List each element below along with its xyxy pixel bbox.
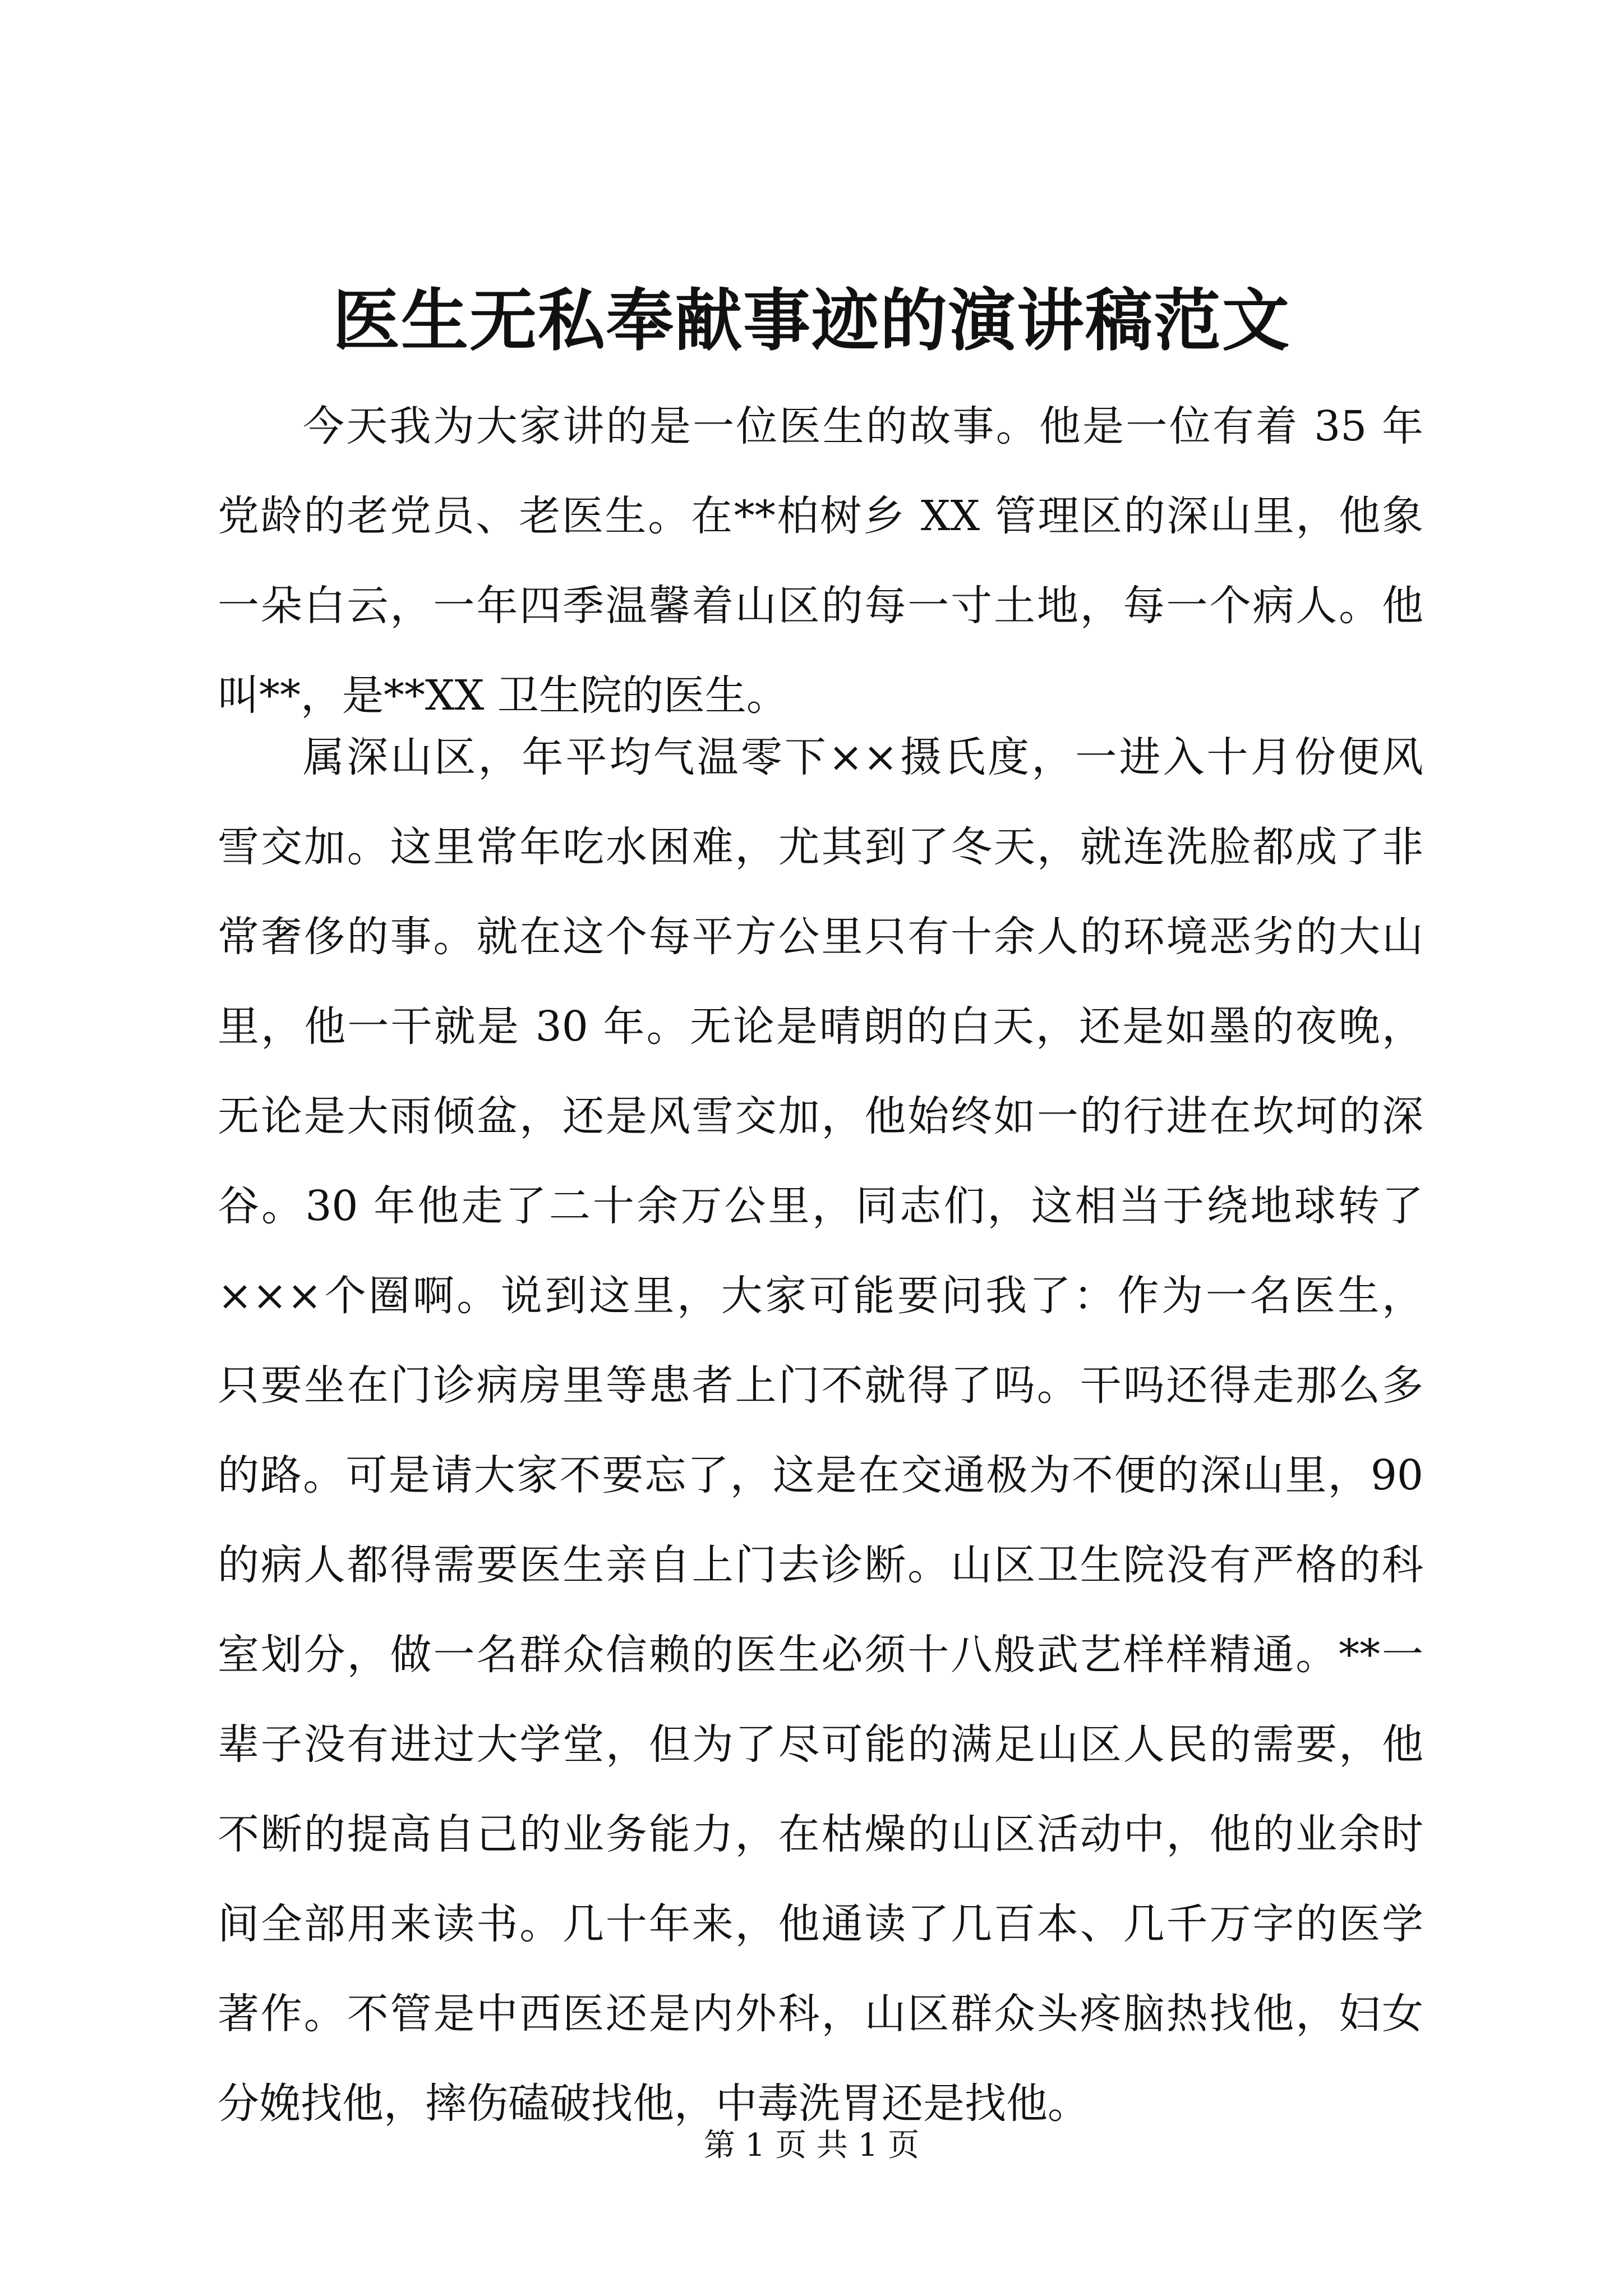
- paragraph-line: 的路。可是请大家不要忘了，这是在交通极为不便的深山里，90: [218, 1451, 1423, 1499]
- paragraph-line: 著作。不管是中西医还是内外科，山区群众头疼脑热找他，妇女: [218, 1990, 1423, 2038]
- paragraph-line: 一朵白云，一年四季温馨着山区的每一寸土地，每一个病人。他: [218, 582, 1423, 630]
- paragraph-line: 常奢侈的事。就在这个每平方公里只有十余人的环境恶劣的大山: [218, 913, 1423, 961]
- paragraph-line: 雪交加。这里常年吃水困难，尤其到了冬天，就连洗脸都成了非: [218, 823, 1423, 871]
- paragraph-line: 辈子没有进过大学堂，但为了尽可能的满足山区人民的需要，他: [218, 1720, 1423, 1769]
- paragraph-line: 党龄的老党员、老医生。在**柏树乡 XX 管理区的深山里，他象: [218, 492, 1423, 540]
- paragraph-line: 只要坐在门诊病房里等患者上门不就得了吗。干吗还得走那么多: [218, 1361, 1423, 1410]
- paragraph-line: 间全部用来读书。几十年来，他通读了几百本、几千万字的医学: [218, 1900, 1423, 1948]
- paragraph-line: 谷。30 年他走了二十余万公里，同志们，这相当于绕地球转了: [218, 1182, 1423, 1230]
- paragraph-line: 无论是大雨倾盆，还是风雪交加，他始终如一的行进在坎坷的深: [218, 1092, 1423, 1140]
- paragraph-line: 里，他一干就是 30 年。无论是晴朗的白天，还是如墨的夜晚，: [218, 1002, 1423, 1051]
- page-title: 医生无私奉献事迹的演讲稿范文: [333, 281, 1290, 360]
- paragraph-line: 今天我为大家讲的是一位医生的故事。他是一位有着 35 年: [303, 402, 1423, 450]
- paragraph-line: 叫**，是**XX 卫生院的医生。: [218, 671, 788, 720]
- paragraph-line: ×××个圈啊。说到这里，大家可能要问我了：作为一名医生，: [218, 1272, 1423, 1320]
- paragraph-line: 不断的提高自己的业务能力，在枯燥的山区活动中，他的业余时: [218, 1810, 1423, 1858]
- page-footer: 第 1 页 共 1 页: [703, 2127, 920, 2164]
- paragraph-line: 的病人都得需要医生亲自上门去诊断。山区卫生院没有严格的科: [218, 1541, 1423, 1589]
- paragraph-line: 分娩找他，摔伤磕破找他，中毒洗胃还是找他。: [218, 2079, 1089, 2128]
- paragraph-line: 属深山区，年平均气温零下××摄氏度，一进入十月份便风: [303, 733, 1423, 781]
- paragraph-line: 室划分，做一名群众信赖的医生必须十八般武艺样样精通。**一: [218, 1631, 1423, 1679]
